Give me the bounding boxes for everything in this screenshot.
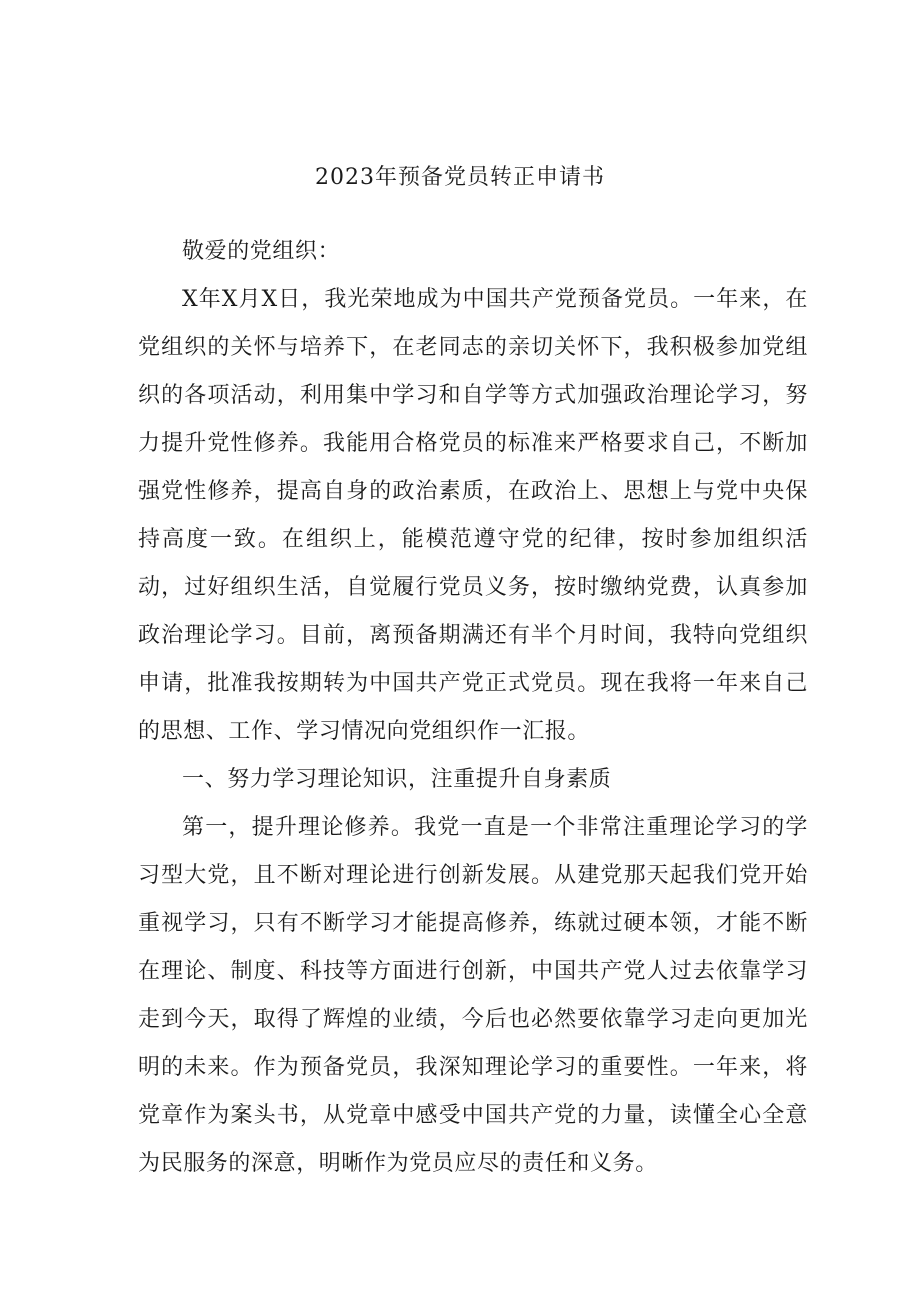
document-title: 2023年预备党员转正申请书: [315, 165, 605, 190]
salutation: 敬爱的党组织：: [182, 239, 341, 264]
paragraph-intro: X年X月X日，我光荣地成为中国共产党预备党员。一年来，在党组织的关怀与培养下，在老同志的亲切关怀下，我积极参加党组织的各项活动，利用集中学习和自学等方式加强政治理论学习，努力提升党性修养。我能用合格党员的标准来严格要求自己，不断加强党性修养，提高自身的政治素质，在政治上、思想上与党中央保持高度一致。在组织上，能模范遵守党的纪律，按时参加组织活动，过好组织生活，自觉履行党员义务，按时缴纳党费，认真参加政治理论学习。目前，离预备期满还有半个月时间，我特向党组织申请，批准我按期转为中国共产党正式党员。现在我将一年来自己的思想、工作、学习情况向党组织作一汇报。: [138, 287, 808, 744]
section-heading-1: 一、努力学习理论知识，注重提升自身素质: [182, 767, 612, 792]
document-body: [138, 228, 808, 1188]
paragraph-theory: 第一，提升理论修养。我党一直是一个非常注重理论学习的学习型大党，且不断对理论进行创新发展。从建党那天起我们党开始重视学习，只有不断学习才能提高修养，练就过硬本领，才能不断在理论、制度、科技等方面进行创新，中国共产党人过去依靠学习走到今天，取得了辉煌的业绩，今后也必然要依靠学习走向更加光明的未来。作为预备党员，我深知理论学习的重要性。一年来，将党章作为案头书，从党章中感受中国共产党的力量，读懂全心全意为民服务的深意，明晰作为党员应尽的责任和义务。: [138, 815, 808, 1176]
